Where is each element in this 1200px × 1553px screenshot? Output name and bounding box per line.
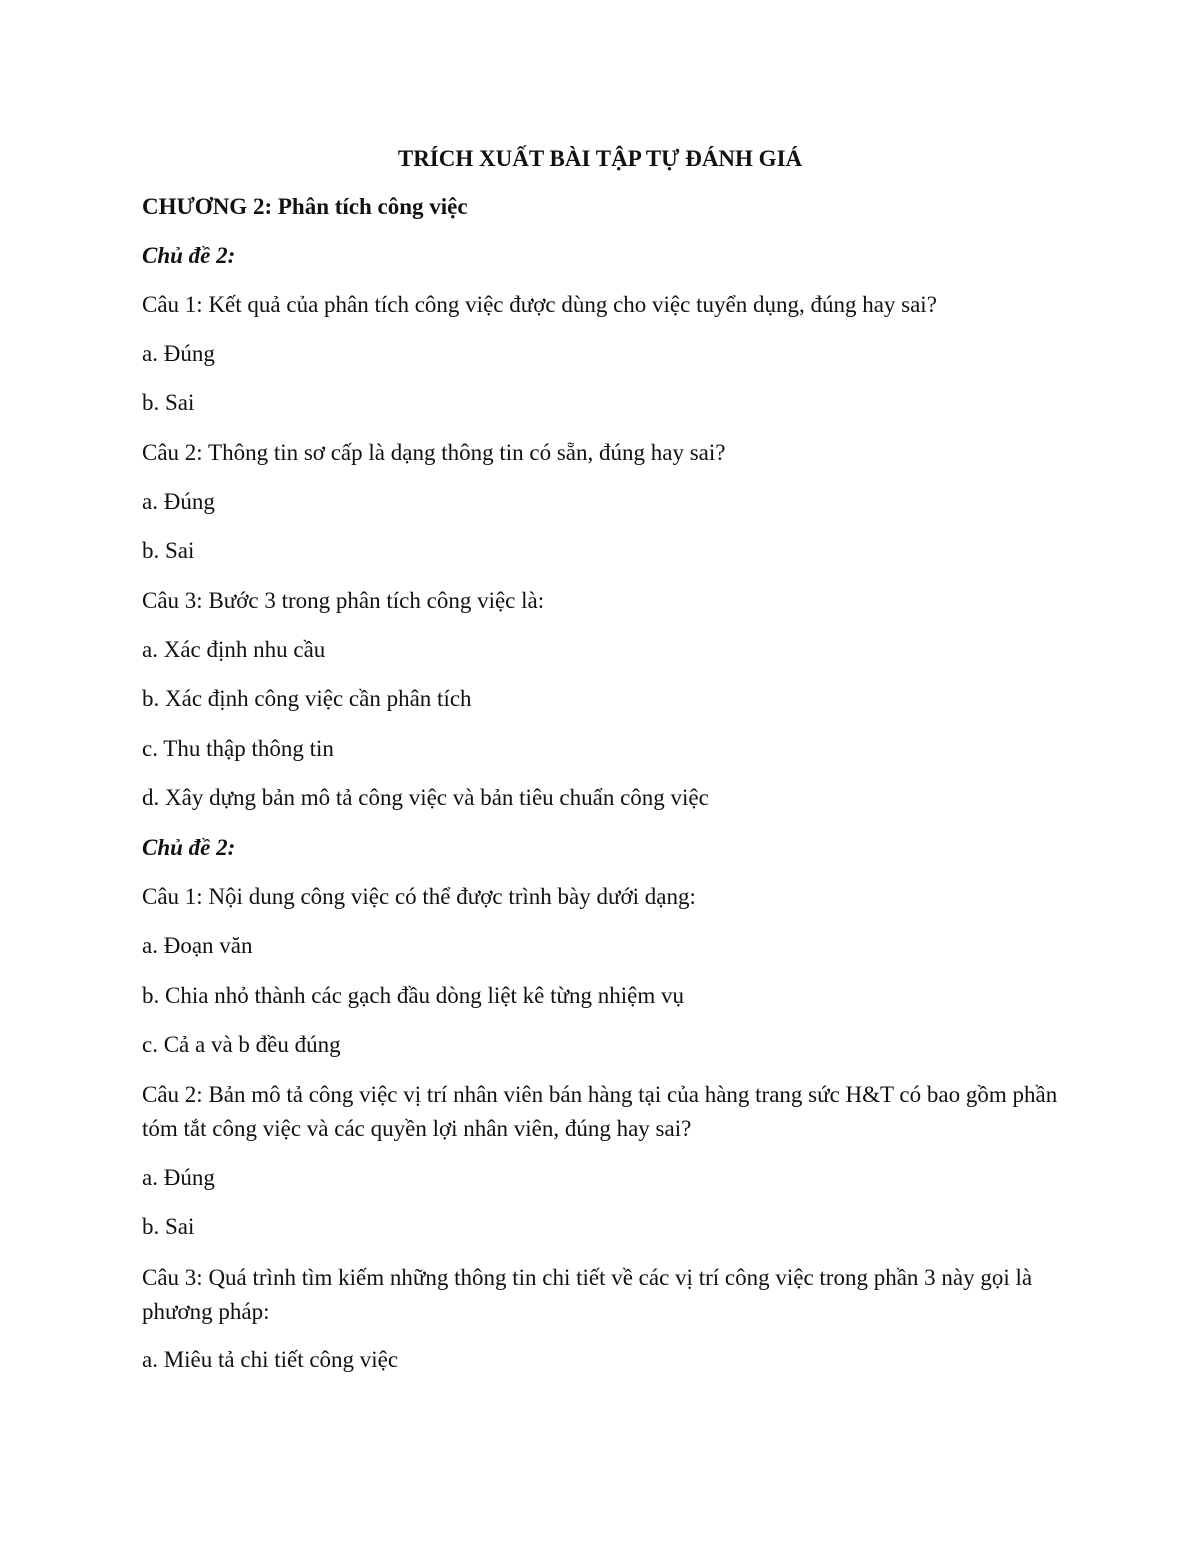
answer-option: a. Đúng — [142, 1165, 215, 1190]
question-text: Câu 2: Thông tin sơ cấp là dạng thông tin có sẵn, đúng hay sai? — [142, 440, 726, 465]
answer-option: a. Đoạn văn — [142, 933, 253, 958]
document-title: TRÍCH XUẤT BÀI TẬP TỰ ĐÁNH GIÁ — [397, 146, 803, 171]
question-text: Câu 1: Kết quả của phân tích công việc được dùng cho việc tuyển dụng, đúng hay sai? — [142, 292, 937, 317]
question-text: Câu 1: Nội dung công việc có thể được trình bày dưới dạng: — [142, 884, 696, 909]
answer-option: d. Xây dựng bản mô tả công việc và bản tiêu chuẩn công việc — [142, 785, 709, 810]
topic-heading: Chủ đề 2: — [142, 835, 236, 860]
answer-option: b. Chia nhỏ thành các gạch đầu dòng liệt kê từng nhiệm vụ — [142, 983, 684, 1008]
answer-option: b. Sai — [142, 538, 195, 563]
answer-option: c. Cả a và b đều đúng — [142, 1032, 341, 1057]
answer-option: a. Miêu tả chi tiết công việc — [142, 1347, 399, 1372]
question-text: Câu 3: Quá trình tìm kiếm những thông tin chi tiết về các vị trí công việc trong phần 3 này gọi là phương pháp: — [142, 1265, 1033, 1324]
answer-option: a. Xác định nhu cầu — [142, 637, 326, 662]
answer-option: c. Thu thập thông tin — [142, 736, 334, 761]
answer-option: a. Đúng — [142, 489, 215, 514]
question-text: Câu 3: Bước 3 trong phân tích công việc là: — [142, 588, 545, 613]
answer-option: b. Sai — [142, 390, 195, 415]
question-text: Câu 2: Bản mô tả công việc vị trí nhân viên bán hàng tại của hàng trang sức H&T có bao gồm phần tóm tắt công việc và các quyền lợi nhân viên, đúng hay sai? — [142, 1082, 1058, 1141]
answer-option: a. Đúng — [142, 341, 215, 366]
answer-option: b. Sai — [142, 1214, 195, 1239]
chapter-heading: CHƯƠNG 2: Phân tích công việc — [142, 194, 468, 219]
topic-heading: Chủ đề 2: — [142, 243, 236, 268]
answer-option: b. Xác định công việc cần phân tích — [142, 686, 472, 711]
